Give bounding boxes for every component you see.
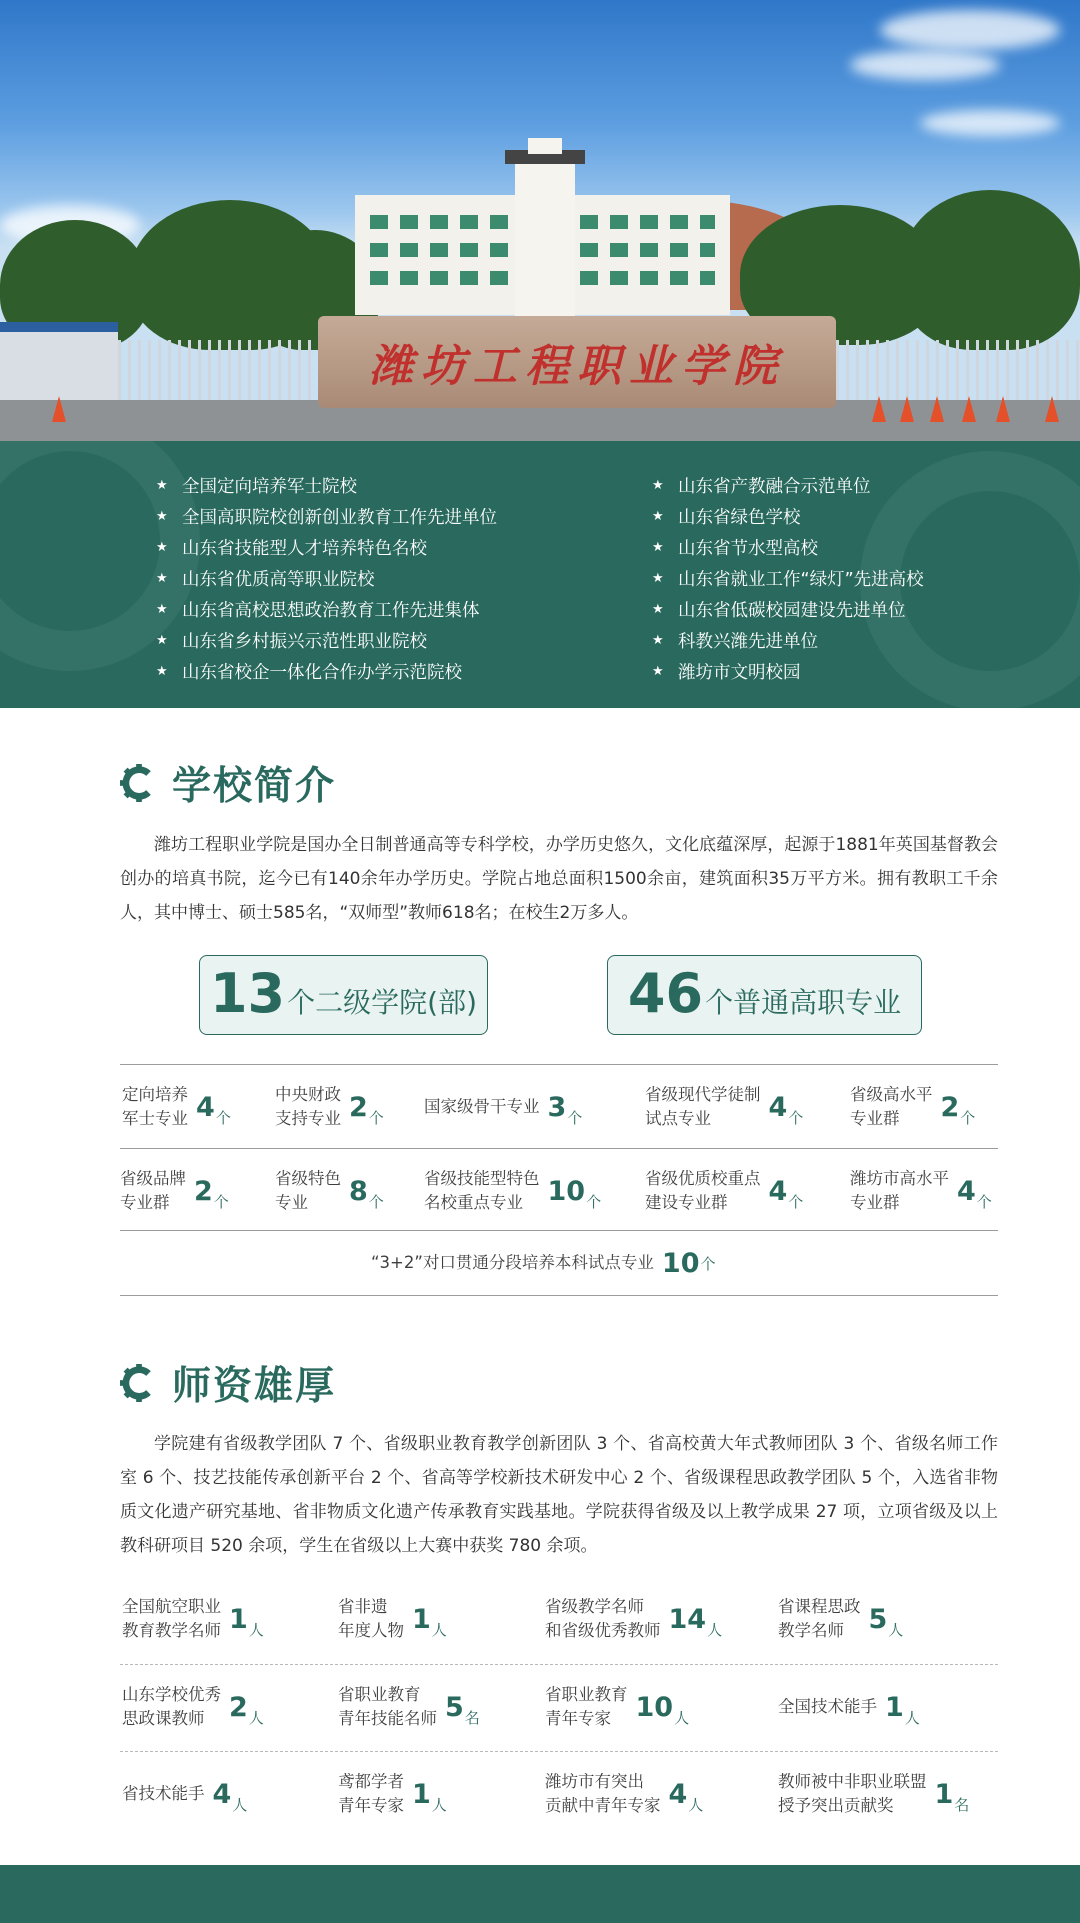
stat-label: 潍坊市有突出 贡献中青年专家 <box>545 1772 661 1815</box>
honor-label: 潍坊市文明校园 <box>678 663 801 683</box>
stat-unit: 人 <box>248 1621 264 1639</box>
stat-unit: 个 <box>567 1109 583 1127</box>
section-title: 师资雄厚 <box>172 1364 337 1409</box>
stat-label: 全国航空职业 教育教学名师 <box>122 1597 221 1640</box>
honor-item <box>156 501 497 532</box>
stat-item <box>850 1080 975 1134</box>
honor-item <box>652 532 924 563</box>
divider <box>120 1064 998 1065</box>
honor-item <box>652 501 924 532</box>
honors-list-left <box>156 470 497 687</box>
star-icon: ★ <box>652 633 664 648</box>
stat-item <box>545 1680 689 1734</box>
stat-number: 2 <box>940 1091 960 1123</box>
stat-unit: 人 <box>232 1796 248 1814</box>
star-icon: ★ <box>156 478 168 493</box>
honor-label: 山东省就业工作“绿灯”先进高校 <box>678 570 924 590</box>
stat-number: 1 <box>412 1603 431 1635</box>
star-icon: ★ <box>156 571 168 586</box>
star-icon: ★ <box>156 540 168 555</box>
stat-number: 4 <box>668 1778 688 1810</box>
stat-label: 省级教学名师 和省级优秀教师 <box>545 1597 661 1640</box>
honor-label: 山东省低碳校园建设先进单位 <box>678 601 906 621</box>
stat-box-colleges: 13 个二级学院(部) <box>199 955 488 1035</box>
stat-item <box>424 1080 582 1134</box>
stat-item <box>275 1080 384 1134</box>
stat-label: 省职业教育 青年专家 <box>545 1685 628 1728</box>
intro-heading <box>120 755 336 811</box>
stat-item <box>778 1592 903 1646</box>
school-name: 潍坊工程职业学院 <box>369 341 785 392</box>
star-icon: ★ <box>652 540 664 555</box>
campus-gate-photo <box>0 0 1080 441</box>
stat-label: 定向培养 军士专业 <box>122 1085 188 1128</box>
honor-item <box>156 594 497 625</box>
stat-number: 4 <box>957 1175 976 1207</box>
stat-unit: 个 <box>976 1193 992 1211</box>
stat-number: 2 <box>194 1175 213 1207</box>
divider <box>120 1230 998 1231</box>
star-icon: ★ <box>652 478 664 493</box>
stat-unit: 名 <box>464 1709 480 1727</box>
honor-item <box>652 470 924 501</box>
honor-label: 全国高职院校创新创业教育工作先进单位 <box>182 508 497 528</box>
divider <box>120 1295 998 1296</box>
school-name-stone <box>318 316 836 408</box>
honors-list-right <box>652 470 924 687</box>
honor-label: 山东省节水型高校 <box>678 539 818 559</box>
stat-unit: 人 <box>688 1796 704 1814</box>
stat-unit: 人 <box>431 1796 447 1814</box>
stat-label: 潍坊市高水平 专业群 <box>850 1169 949 1212</box>
stat-label: 中央财政 支持专业 <box>275 1085 341 1128</box>
stat-unit: 名 <box>954 1796 970 1814</box>
stat-unit: 个 <box>960 1109 976 1127</box>
stat-label: 国家级骨干专业 <box>424 1097 540 1116</box>
stat-unit: 人 <box>674 1709 690 1727</box>
stat-item <box>338 1767 447 1821</box>
stat-label: 鸢都学者 青年专家 <box>338 1772 404 1815</box>
stat-3plus2: “3+2”对口贯通分段培养本科试点专业 10 个 <box>371 1247 716 1279</box>
stat-item <box>338 1680 480 1734</box>
honor-item <box>156 625 497 656</box>
honor-item <box>652 625 924 656</box>
stat-number: 10 <box>547 1175 586 1207</box>
stat-item <box>122 1680 264 1734</box>
stat-unit: 个 <box>788 1109 804 1127</box>
honor-item <box>156 656 497 687</box>
stat-number: 2 <box>349 1091 368 1123</box>
faculty-heading <box>120 1355 336 1411</box>
honor-label: 山东省优质高等职业院校 <box>182 570 375 590</box>
stat-box-majors: 46 个普通高职专业 <box>607 955 922 1035</box>
honor-label: 山东省乡村振兴示范性职业院校 <box>182 632 427 652</box>
stat-label: 教师被中非职业联盟 授予突出贡献奖 <box>778 1772 927 1815</box>
stat-item <box>122 1592 264 1646</box>
honor-item <box>156 532 497 563</box>
stat-label: 省级特色 专业 <box>275 1169 341 1212</box>
stat-label: 省级品牌 专业群 <box>120 1169 186 1212</box>
stat-number: 5 <box>868 1603 888 1635</box>
star-icon: ★ <box>156 602 168 617</box>
honor-label: 山东省高校思想政治教育工作先进集体 <box>182 601 480 621</box>
stat-item <box>545 1592 722 1646</box>
star-icon: ★ <box>652 664 664 679</box>
honors-band <box>0 441 1080 708</box>
stat-number: 2 <box>229 1691 248 1723</box>
star-icon: ★ <box>652 602 664 617</box>
stat-item <box>778 1767 969 1821</box>
stat-unit: 个 <box>368 1109 384 1127</box>
honor-label: 山东省技能型人才培养特色名校 <box>182 539 427 559</box>
stat-unit: 个 <box>215 1109 231 1127</box>
stat-unit: 个 <box>368 1193 384 1211</box>
stat-unit: 人 <box>707 1621 723 1639</box>
stat-label: 省级高水平 专业群 <box>850 1085 933 1128</box>
honor-label: 科教兴潍先进单位 <box>678 632 818 652</box>
stat-item <box>645 1164 803 1218</box>
stat-item <box>424 1164 601 1218</box>
stat-label: 省职业教育 青年技能名师 <box>338 1685 437 1728</box>
stat-number: 4 <box>768 1091 788 1123</box>
stat-number: 10 <box>635 1691 674 1723</box>
stat-number: 4 <box>196 1091 215 1123</box>
stat-label: 省级优质校重点 建设专业群 <box>645 1169 761 1212</box>
divider <box>120 1751 998 1752</box>
stat-label: 省级现代学徒制 试点专业 <box>645 1085 761 1128</box>
stat-item <box>120 1164 229 1218</box>
stat-item <box>275 1164 384 1218</box>
stat-number: 4 <box>768 1175 788 1207</box>
honor-item <box>156 563 497 594</box>
stat-item <box>850 1164 992 1218</box>
stat-item <box>645 1080 803 1134</box>
gatehouse <box>0 322 118 402</box>
stat-label: 全国技术能手 <box>778 1697 877 1716</box>
stat-number: 1 <box>229 1603 248 1635</box>
stat-number: 3 <box>547 1091 567 1123</box>
footer-band <box>0 1865 1080 1923</box>
stat-item <box>778 1680 920 1734</box>
stat-number: 1 <box>412 1778 431 1810</box>
stat-label: 省非遗 年度人物 <box>338 1597 404 1640</box>
faculty-paragraph: 学院建有省级教学团队 7 个、省级职业教育教学创新团队 3 个、省高校黄大年式教师团队 3 个、省级名师工作室 6 个、技艺技能传承创新平台 2 个、省高等学校新技术研发中心 2 个、省级课程思政教学团队 5 个，入选省非物质文化遗产研究基地、省非物质文化遗产传承教育实践基地。学院获得省级及以上教学成果 27 项，立项省级及以上教科研项目 520 余项，学生在省级以上大赛中获奖 780 余项。 <box>120 1434 998 1556</box>
stat-number: 5 <box>445 1691 464 1723</box>
honor-item <box>652 656 924 687</box>
stat-item <box>545 1767 703 1821</box>
stat-label: 省课程思政 教学名师 <box>778 1597 861 1640</box>
honor-label: 全国定向培养军士院校 <box>182 477 357 497</box>
stat-unit: 个 <box>788 1193 804 1211</box>
stat-label: 省技术能手 <box>122 1784 205 1803</box>
star-icon: ★ <box>156 633 168 648</box>
stat-item <box>122 1767 247 1821</box>
stat-unit: 个 <box>586 1193 602 1211</box>
honor-label: 山东省产教融合示范单位 <box>678 477 871 497</box>
honor-item <box>652 563 924 594</box>
stat-item <box>122 1080 231 1134</box>
stat-number: 1 <box>934 1778 954 1810</box>
stat-label: 省级技能型特色 名校重点专业 <box>424 1169 540 1212</box>
stat-unit: 人 <box>904 1709 920 1727</box>
stat-unit: 人 <box>431 1621 447 1639</box>
stat-label: 山东学校优秀 思政课教师 <box>122 1685 221 1728</box>
divider <box>120 1148 998 1149</box>
stat-unit: 个 <box>213 1193 229 1211</box>
star-icon: ★ <box>652 571 664 586</box>
intro-paragraph: 潍坊工程职业学院是国办全日制普通高等专科学校，办学历史悠久，文化底蕴深厚，起源于1881年英国基督教会创办的培真书院，迄今已有140余年办学历史。学院占地总面积1500余亩，建筑面积35万平方米。拥有教职工千余人，其中博士、硕士585名，“双师型”教师618名；在校生2万多人。 <box>120 835 998 923</box>
divider <box>120 1664 998 1665</box>
stat-number: 1 <box>885 1691 904 1723</box>
stat-number: 8 <box>349 1175 368 1207</box>
honor-item <box>652 594 924 625</box>
stat-number: 14 <box>668 1603 707 1635</box>
stat-item <box>338 1592 447 1646</box>
honor-label: 山东省绿色学校 <box>678 508 801 528</box>
gear-c-icon <box>120 764 158 802</box>
star-icon: ★ <box>156 664 168 679</box>
star-icon: ★ <box>652 509 664 524</box>
stat-unit: 人 <box>248 1709 264 1727</box>
honor-label: 山东省校企一体化合作办学示范院校 <box>182 663 462 683</box>
section-title: 学校简介 <box>172 764 337 809</box>
honor-item <box>156 470 497 501</box>
stat-number: 4 <box>212 1778 232 1810</box>
star-icon: ★ <box>156 509 168 524</box>
gear-c-icon <box>120 1364 158 1402</box>
stat-unit: 人 <box>888 1621 904 1639</box>
